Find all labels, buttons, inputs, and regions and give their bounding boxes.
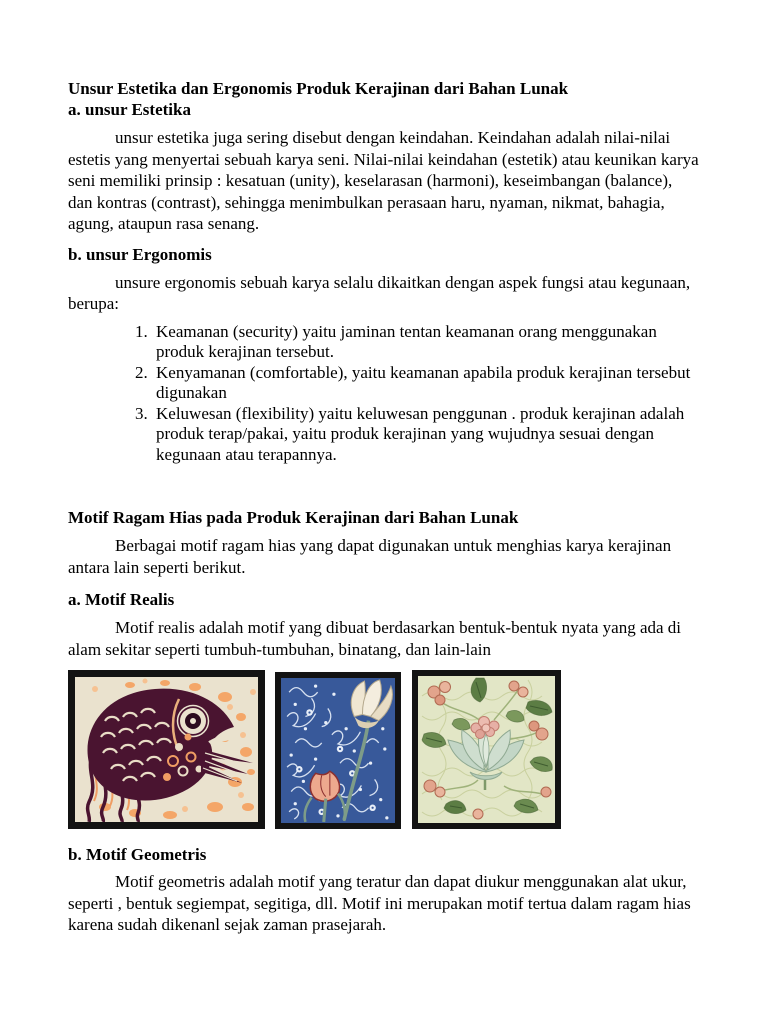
list-item-text: Kenyamanan (comfortable), yaitu keamanan apabila produk kerajinan tersebut digunakan — [156, 362, 691, 402]
green-artichoke-image — [412, 670, 561, 829]
batik-fish-illustration — [75, 677, 258, 822]
blue-floral-image — [275, 672, 401, 829]
main-title: Unsur Estetika dan Ergonomis Produk Kerajinan dari Bahan Lunak — [68, 79, 569, 98]
paragraph-motif-realis: Motif realis adalah motif yang dibuat berdasarkan bentuk-bentuk nyata yang ada di alam sekitar seperti tumbuh-tumbuhan, binatang, dan lain-lain — [68, 618, 682, 659]
list-item-number: 1. — [135, 321, 148, 341]
list-item-text: Keamanan (security) yaitu jaminan tentan keamanan orang menggunakan produk kerajinan tersebut. — [156, 321, 657, 361]
motif-realis-images — [68, 670, 700, 829]
paragraph-estetika: unsur estetika juga sering disebut dengan keindahan. Keindahan adalah nilai-nilai estetis yang menyertai sebuah karya seni. Nilai-nilai keindahan (estetik) atau keunikan karya seni memiliki prinsip : kesatuan (unity), keselarasan (harmoni), keseimbangan (balance), dan kontras (contrast), sehingga menimbulkan perasaan haru, nyaman, nikmat, bahagia, agung, ataupun rasa senang. — [68, 128, 699, 233]
blue-floral-illustration — [281, 678, 395, 823]
paragraph-motif-intro: Berbagai motif ragam hias yang dapat digunakan untuk menghias karya kerajinan antara lain seperti berikut. — [68, 536, 672, 577]
paragraph-ergonomis: unsure ergonomis sebuah karya selalu dikaitkan dengan aspek fungsi atau kegunaan, berupa: — [68, 272, 691, 313]
green-artichoke-illustration — [418, 676, 555, 823]
heading-motif-ragam-hias: Motif Ragam Hias pada Produk Kerajinan dari Bahan Lunak — [68, 508, 519, 527]
list-item-number: 3. — [135, 403, 148, 423]
list-item — [68, 363, 700, 404]
list-item — [68, 404, 700, 466]
heading-unsur-ergonomis: b. unsur Ergonomis — [68, 244, 212, 264]
list-item-number: 2. — [135, 362, 148, 382]
paragraph-motif-geometris: Motif geometris adalah motif yang teratur dan dapat diukur menggunakan alat ukur, seperti , bentuk segiempat, segitiga, dll. Motif ini merupakan motif tertua dalam ragam hias karena sudah dikenanl sejak zaman prasejarah. — [68, 872, 691, 934]
heading-motif-realis: a. Motif Realis — [68, 590, 175, 609]
list-item-text: Keluwesan (flexibility) yaitu keluwesan penggunan . produk kerajinan adalah produk terap/pakai, yaitu produk kerajinan yang wujudnya sesuai dengan kegunaan atau terapannya. — [156, 403, 685, 464]
heading-unsur-estetika: a. unsur Estetika — [68, 100, 191, 119]
ergonomis-list — [68, 322, 700, 466]
batik-fish-image — [68, 670, 265, 829]
heading-motif-geometris: b. Motif Geometris — [68, 845, 207, 864]
list-item — [68, 322, 700, 363]
